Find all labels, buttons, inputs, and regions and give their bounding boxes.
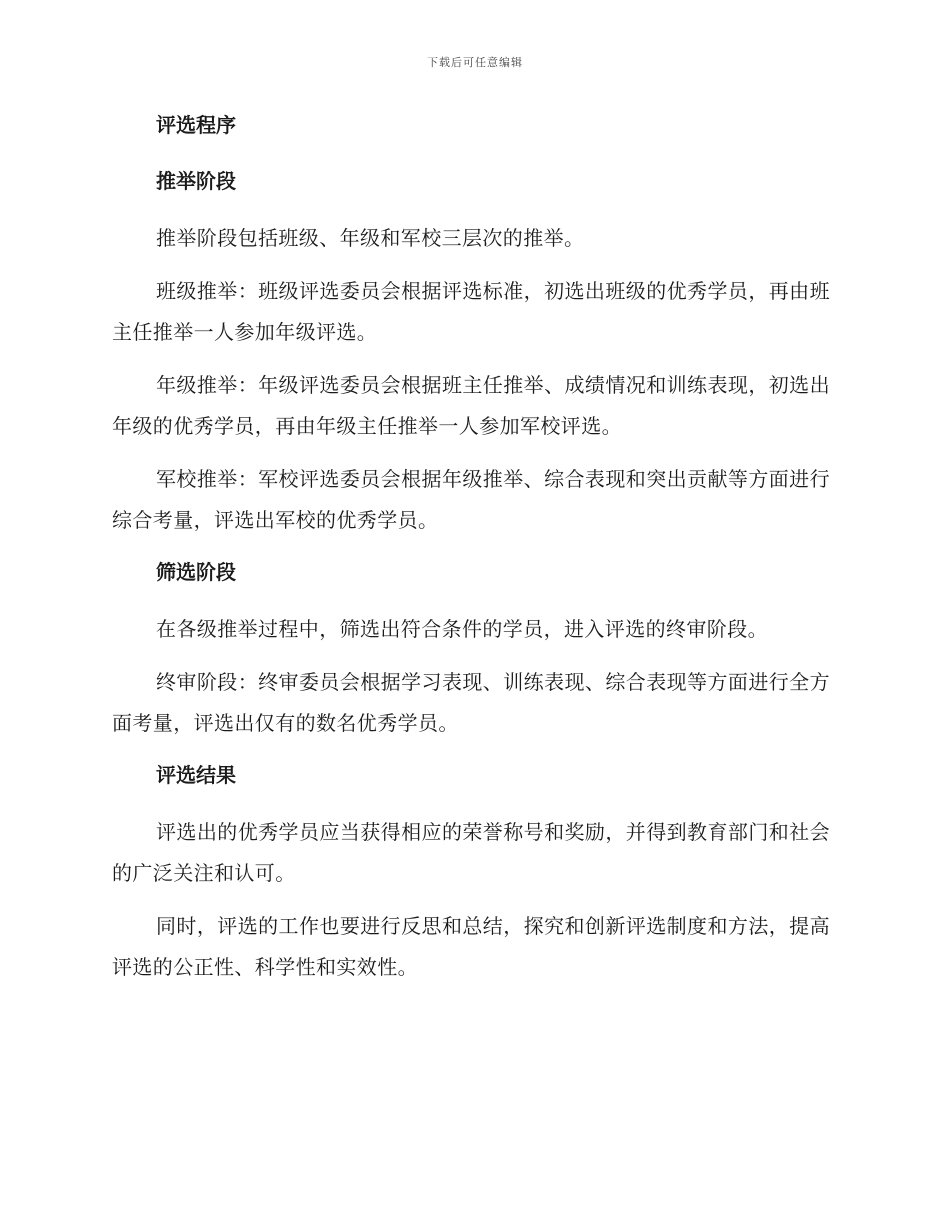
paragraph-class-recommendation: 班级推举：班级评选委员会根据评选标准，初选出班级的优秀学员，再由班主任推举一人参加年级评选。: [112, 279, 830, 344]
paragraph-school-recommendation: 军校推举：军校评选委员会根据年级推举、综合表现和突出贡献等方面进行综合考量，评选出军校的优秀学员。: [112, 467, 830, 532]
paragraph-recommendation-overview: 推举阶段包括班级、年级和军校三层次的推举。: [156, 226, 585, 250]
paragraph-screening: 在各级推举过程中，筛选出符合条件的学员，进入评选的终审阶段。: [156, 617, 768, 641]
paragraph-grade-recommendation: 年级推举：年级评选委员会根据班主任推举、成绩情况和训练表现，初选出年级的优秀学员，再由年级主任推举一人参加军校评选。: [112, 373, 830, 438]
paragraph-results-reflection: 同时，评选的工作也要进行反思和总结，探究和创新评选制度和方法，提高评选的公正性、科学性和实效性。: [112, 914, 830, 979]
section-heading-screening-stage: 筛选阶段: [156, 560, 236, 584]
paragraph-results-honors: 评选出的优秀学员应当获得相应的荣誉称号和奖励，并得到教育部门和社会的广泛关注和认可。: [112, 820, 830, 885]
paragraph-final-review: 终审阶段：终审委员会根据学习表现、训练表现、综合表现等方面进行全方面考量，评选出仅有的数名优秀学员。: [112, 670, 830, 735]
section-heading-selection-results: 评选结果: [156, 763, 236, 787]
section-heading-selection-procedure: 评选程序: [156, 113, 236, 137]
header-note: 下载后可任意编辑: [427, 56, 523, 69]
document-body: [112, 106, 830, 1000]
section-heading-recommendation-stage: 推举阶段: [156, 169, 236, 193]
